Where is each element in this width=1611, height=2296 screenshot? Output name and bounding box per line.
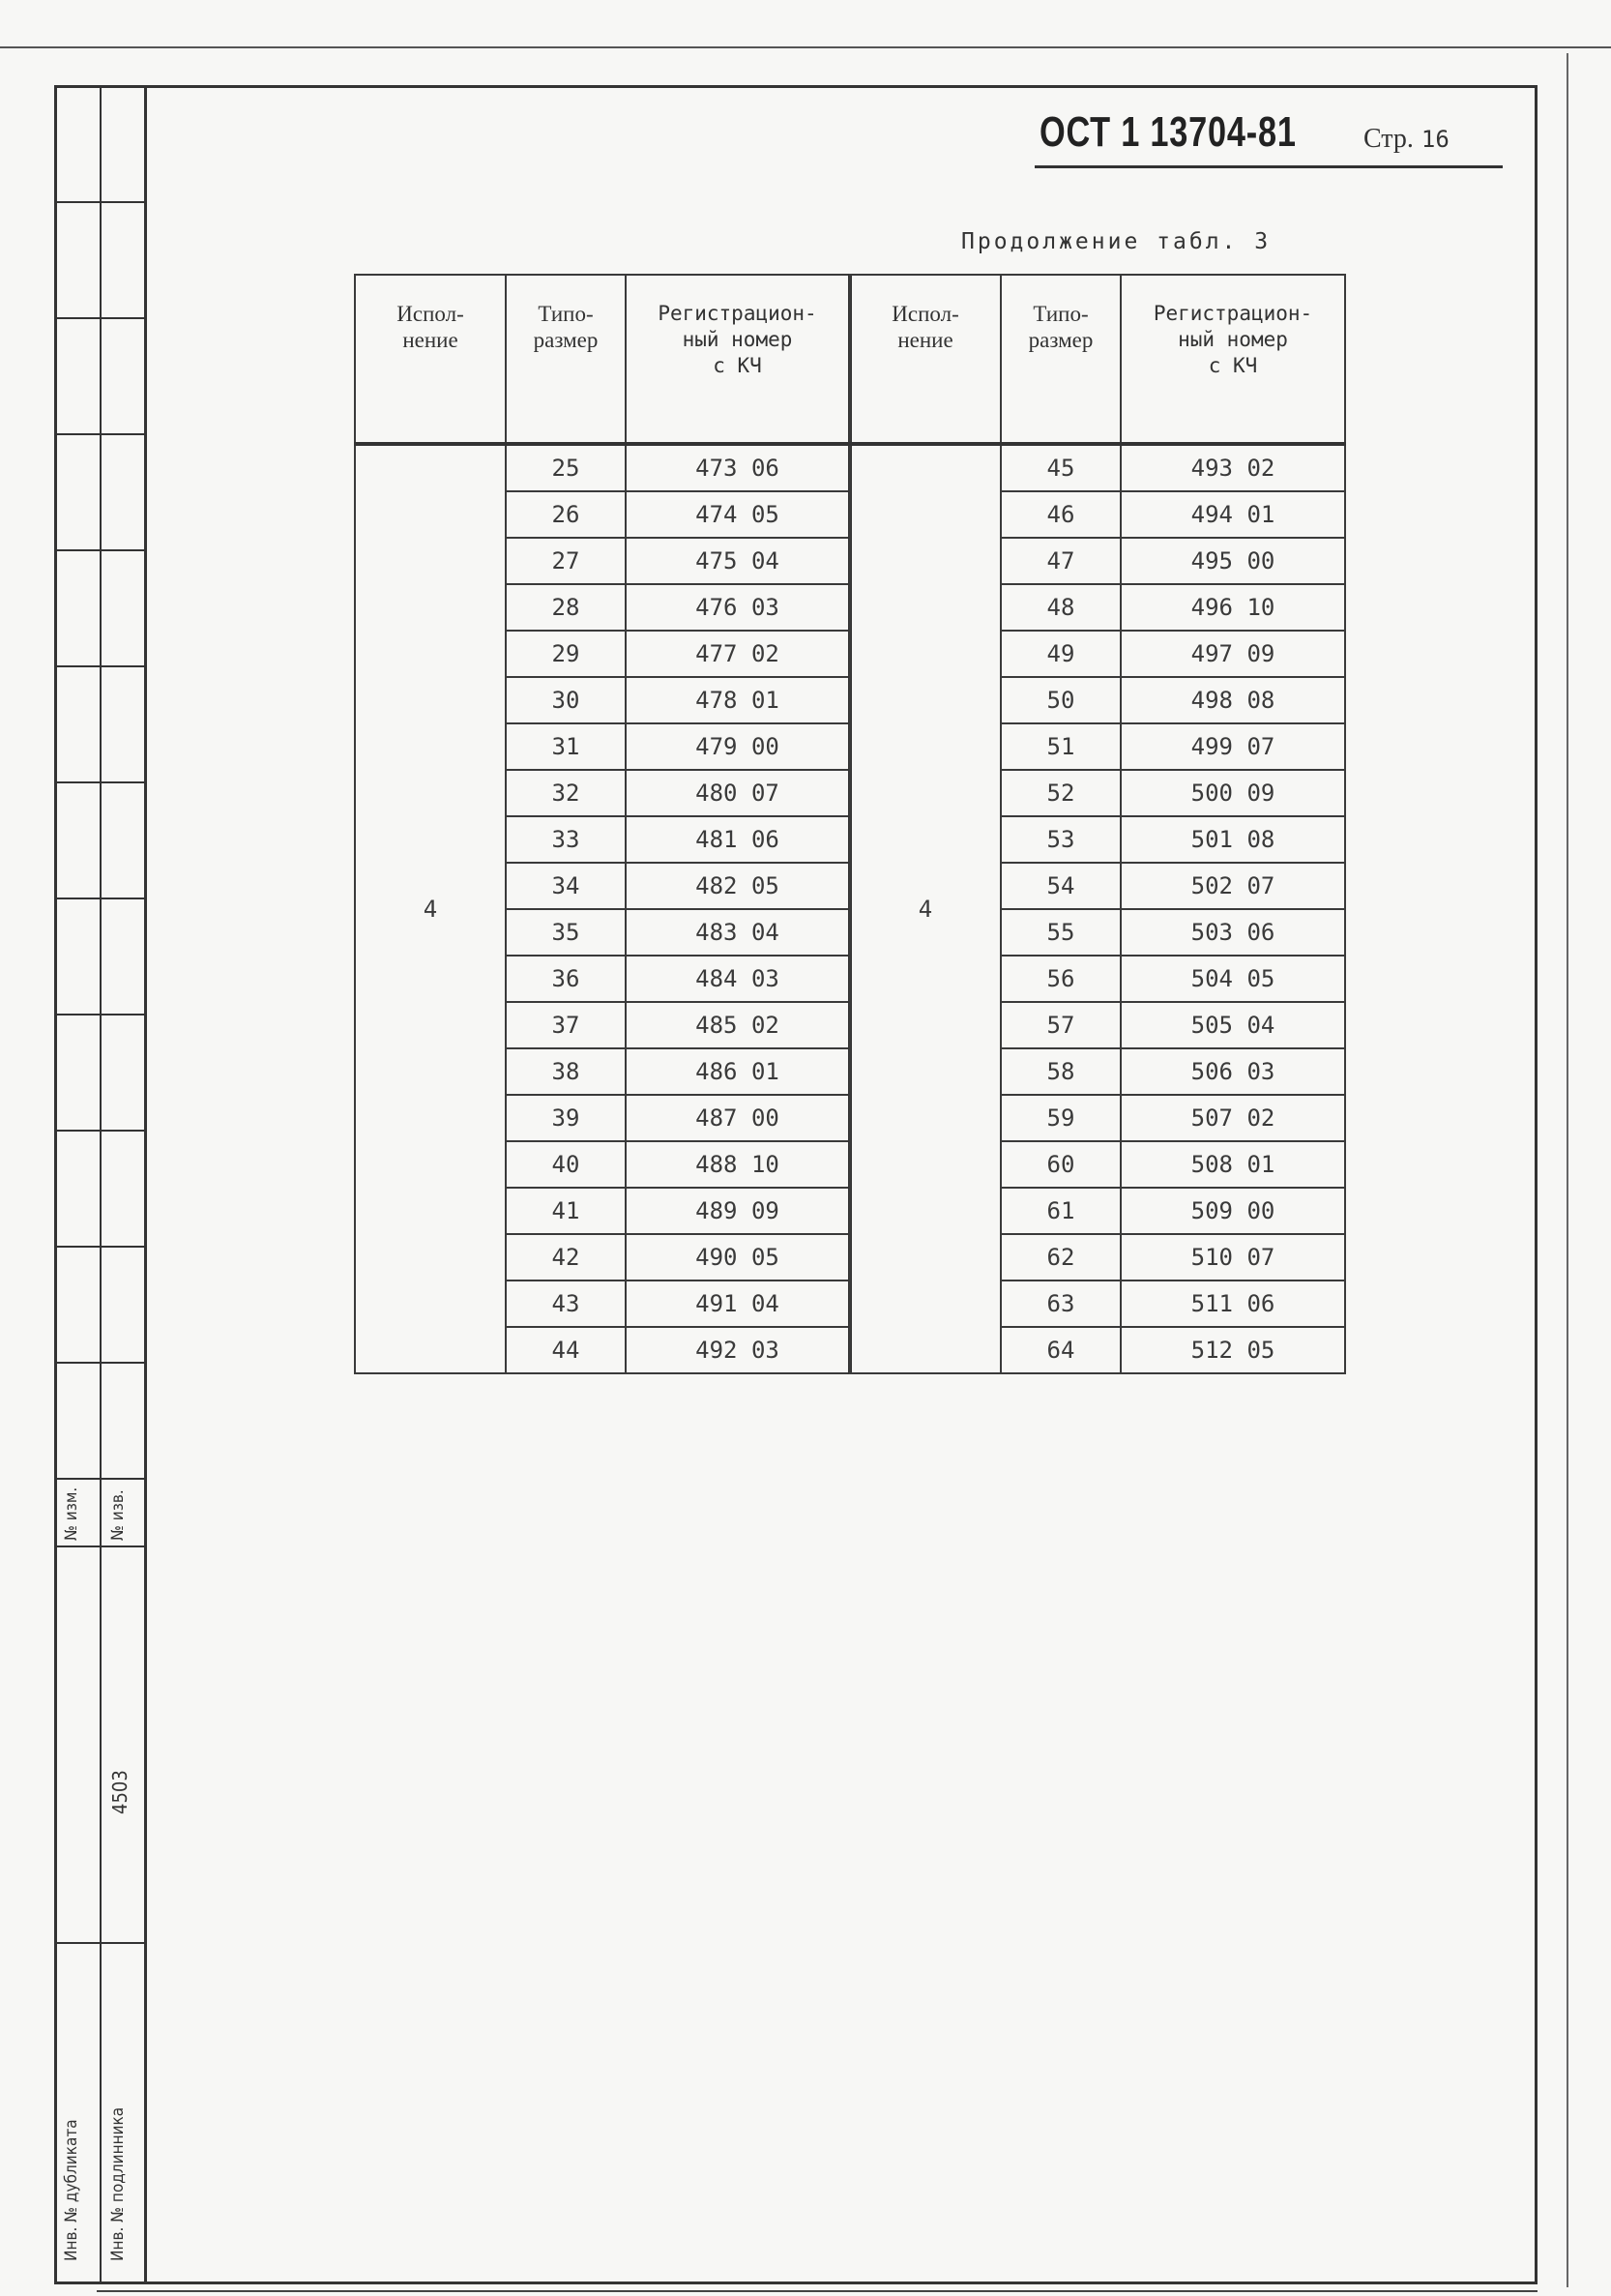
size-cell: 40 bbox=[506, 1141, 626, 1188]
size-cell: 44 bbox=[506, 1327, 626, 1373]
size-cell: 48 bbox=[1001, 584, 1121, 631]
regno-cell: 478 01 bbox=[626, 677, 850, 723]
duplicate-inv-label: Инв. № дубликата bbox=[62, 2119, 81, 2261]
inventory-number: 4503 bbox=[108, 1770, 132, 1814]
size-cell: 56 bbox=[1001, 956, 1121, 1002]
margin-divider bbox=[54, 1130, 147, 1132]
size-cell: 47 bbox=[1001, 538, 1121, 584]
margin-divider bbox=[54, 317, 147, 319]
column-header-size: Типо- размер bbox=[506, 275, 626, 444]
registration-table-right bbox=[849, 274, 1346, 1374]
regno-cell: 485 02 bbox=[626, 1002, 850, 1048]
regno-cell: 502 07 bbox=[1121, 863, 1345, 909]
size-cell: 37 bbox=[506, 1002, 626, 1048]
margin-divider bbox=[54, 549, 147, 551]
size-cell: 43 bbox=[506, 1280, 626, 1327]
regno-cell: 495 00 bbox=[1121, 538, 1345, 584]
regno-cell: 512 05 bbox=[1121, 1327, 1345, 1373]
size-cell: 33 bbox=[506, 816, 626, 863]
size-cell: 52 bbox=[1001, 770, 1121, 816]
regno-cell: 509 00 bbox=[1121, 1188, 1345, 1234]
size-cell: 62 bbox=[1001, 1234, 1121, 1280]
document-code-underline bbox=[1035, 165, 1503, 168]
regno-cell: 506 03 bbox=[1121, 1048, 1345, 1095]
size-cell: 50 bbox=[1001, 677, 1121, 723]
page-number: 16 bbox=[1421, 126, 1450, 153]
regno-cell: 499 07 bbox=[1121, 723, 1345, 770]
size-cell: 30 bbox=[506, 677, 626, 723]
regno-cell: 476 03 bbox=[626, 584, 850, 631]
size-cell: 57 bbox=[1001, 1002, 1121, 1048]
regno-cell: 482 05 bbox=[626, 863, 850, 909]
regno-cell: 496 10 bbox=[1121, 584, 1345, 631]
margin-split-line bbox=[100, 85, 102, 2284]
outer-right-rule bbox=[1567, 53, 1568, 2287]
size-cell: 45 bbox=[1001, 444, 1121, 491]
regno-cell: 486 01 bbox=[626, 1048, 850, 1095]
regno-cell: 493 02 bbox=[1121, 444, 1345, 491]
page-label-text: Стр. bbox=[1363, 124, 1414, 154]
size-cell: 63 bbox=[1001, 1280, 1121, 1327]
notice-no-label: № изв. bbox=[108, 1489, 128, 1541]
regno-cell: 488 10 bbox=[626, 1141, 850, 1188]
regno-cell: 505 04 bbox=[1121, 1002, 1345, 1048]
size-cell: 46 bbox=[1001, 491, 1121, 538]
variant-cell: 4 bbox=[850, 444, 1001, 1373]
size-cell: 42 bbox=[506, 1234, 626, 1280]
regno-cell: 479 00 bbox=[626, 723, 850, 770]
column-header-regno: Регистрацион- ный номер с КЧ bbox=[626, 275, 850, 444]
margin-divider bbox=[54, 781, 147, 783]
regno-cell: 510 07 bbox=[1121, 1234, 1345, 1280]
table-row bbox=[355, 444, 850, 491]
regno-cell: 474 05 bbox=[626, 491, 850, 538]
size-cell: 51 bbox=[1001, 723, 1121, 770]
size-cell: 29 bbox=[506, 631, 626, 677]
table-row bbox=[850, 444, 1345, 491]
size-cell: 36 bbox=[506, 956, 626, 1002]
size-cell: 55 bbox=[1001, 909, 1121, 956]
regno-cell: 477 02 bbox=[626, 631, 850, 677]
regno-cell: 508 01 bbox=[1121, 1141, 1345, 1188]
margin-strip bbox=[54, 85, 147, 2284]
column-header-size: Типо- размер bbox=[1001, 275, 1121, 444]
size-cell: 59 bbox=[1001, 1095, 1121, 1141]
regno-cell: 492 03 bbox=[626, 1327, 850, 1373]
page-label bbox=[1363, 124, 1450, 155]
size-cell: 61 bbox=[1001, 1188, 1121, 1234]
regno-cell: 501 08 bbox=[1121, 816, 1345, 863]
top-rule bbox=[0, 46, 1611, 48]
regno-cell: 507 02 bbox=[1121, 1095, 1345, 1141]
size-cell: 32 bbox=[506, 770, 626, 816]
regno-cell: 483 04 bbox=[626, 909, 850, 956]
document-code: ОСТ 1 13704-81 bbox=[1040, 108, 1297, 156]
regno-cell: 481 06 bbox=[626, 816, 850, 863]
variant-cell: 4 bbox=[355, 444, 506, 1373]
regno-cell: 497 09 bbox=[1121, 631, 1345, 677]
original-inv-label: Инв. № подлинника bbox=[108, 2106, 128, 2261]
regno-cell: 494 01 bbox=[1121, 491, 1345, 538]
size-cell: 49 bbox=[1001, 631, 1121, 677]
size-cell: 41 bbox=[506, 1188, 626, 1234]
margin-divider bbox=[54, 898, 147, 899]
column-header-regno: Регистрацион- ный номер с КЧ bbox=[1121, 275, 1345, 444]
table-continuation-caption: Продолжение табл. 3 bbox=[961, 229, 1272, 254]
margin-divider bbox=[54, 1942, 147, 1944]
size-cell: 31 bbox=[506, 723, 626, 770]
size-cell: 58 bbox=[1001, 1048, 1121, 1095]
margin-divider bbox=[54, 665, 147, 667]
regno-cell: 490 05 bbox=[626, 1234, 850, 1280]
margin-divider bbox=[54, 1246, 147, 1248]
size-cell: 25 bbox=[506, 444, 626, 491]
change-no-label: № изм. bbox=[62, 1487, 81, 1541]
size-cell: 38 bbox=[506, 1048, 626, 1095]
regno-cell: 475 04 bbox=[626, 538, 850, 584]
size-cell: 34 bbox=[506, 863, 626, 909]
size-cell: 54 bbox=[1001, 863, 1121, 909]
bottom-rule bbox=[97, 2290, 1538, 2292]
regno-cell: 503 06 bbox=[1121, 909, 1345, 956]
regno-cell: 484 03 bbox=[626, 956, 850, 1002]
regno-cell: 500 09 bbox=[1121, 770, 1345, 816]
size-cell: 39 bbox=[506, 1095, 626, 1141]
size-cell: 60 bbox=[1001, 1141, 1121, 1188]
column-header-variant: Испол- нение bbox=[850, 275, 1001, 444]
size-cell: 27 bbox=[506, 538, 626, 584]
regno-cell: 511 06 bbox=[1121, 1280, 1345, 1327]
size-cell: 26 bbox=[506, 491, 626, 538]
regno-cell: 489 09 bbox=[626, 1188, 850, 1234]
margin-divider bbox=[54, 1545, 147, 1547]
regno-cell: 473 06 bbox=[626, 444, 850, 491]
registration-table-left bbox=[354, 274, 852, 1374]
margin-divider bbox=[54, 433, 147, 435]
size-cell: 28 bbox=[506, 584, 626, 631]
margin-divider bbox=[54, 201, 147, 203]
column-header-variant: Испол- нение bbox=[355, 275, 506, 444]
margin-divider bbox=[54, 1362, 147, 1364]
margin-divider bbox=[54, 1478, 147, 1480]
size-cell: 35 bbox=[506, 909, 626, 956]
regno-cell: 498 08 bbox=[1121, 677, 1345, 723]
regno-cell: 487 00 bbox=[626, 1095, 850, 1141]
size-cell: 53 bbox=[1001, 816, 1121, 863]
margin-divider bbox=[54, 1014, 147, 1016]
regno-cell: 480 07 bbox=[626, 770, 850, 816]
size-cell: 64 bbox=[1001, 1327, 1121, 1373]
regno-cell: 504 05 bbox=[1121, 956, 1345, 1002]
regno-cell: 491 04 bbox=[626, 1280, 850, 1327]
